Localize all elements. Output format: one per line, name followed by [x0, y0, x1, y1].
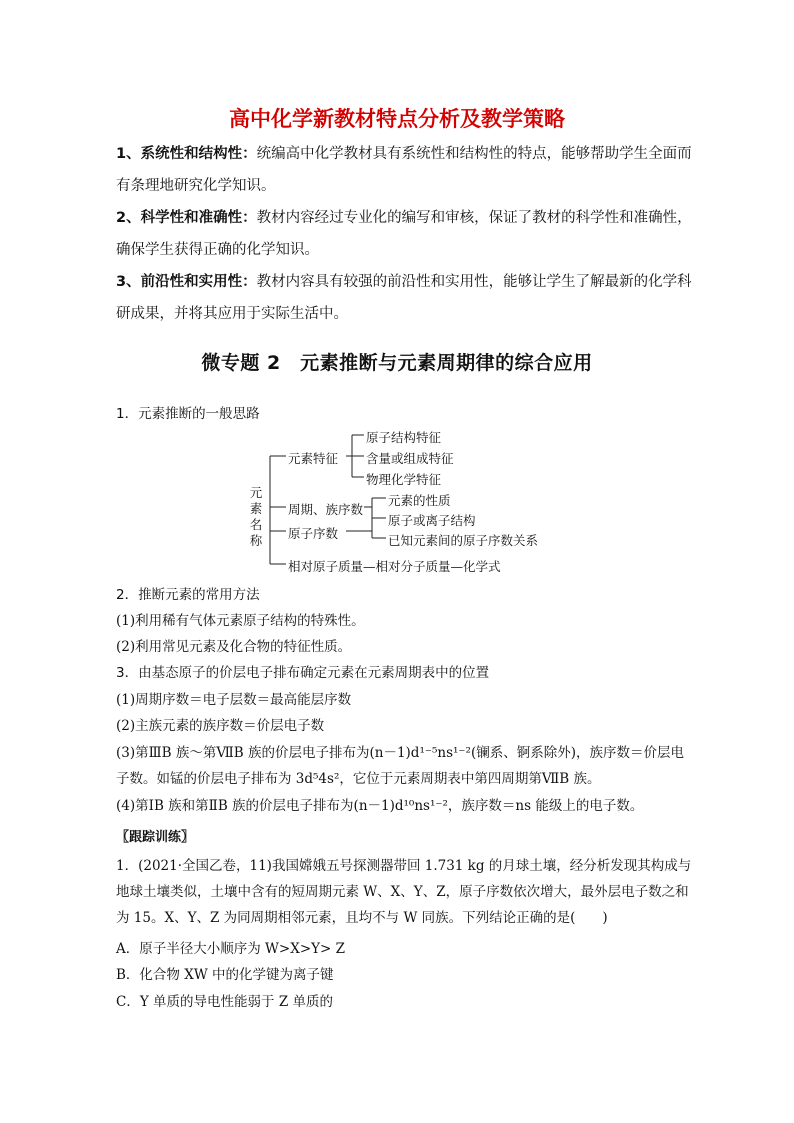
feature-content: 含量或组成特征 — [366, 451, 454, 466]
rule-2: (2)主族元素的族序数＝价层电子数 — [116, 718, 325, 734]
root-char-2: 素 — [249, 501, 263, 516]
option-b: B．化合物 XW 中的化学键为离子键 — [116, 967, 334, 983]
item-atom-ion-structure: 原子或离子结构 — [388, 513, 476, 528]
feature-2 — [116, 202, 696, 266]
method-1: (1)利用稀有气体元素原子结构的特殊性。 — [116, 613, 365, 629]
root-char-1: 元 — [249, 485, 263, 500]
rule-4: (4)第ⅠB 族和第ⅡB 族的价层电子排布为(n－1)d¹⁰ns¹⁻²，族序数＝ns 能级上的电子数。 — [116, 798, 644, 814]
feature-1-label: 1、系统性和结构性： — [116, 146, 257, 162]
feature-physchem: 物理化学特征 — [366, 472, 442, 487]
option-a: A．原子半径大小顺序为 W>X>Y> Z — [116, 941, 346, 957]
rule-1: (1)周期序数＝电子层数＝最高能层序数 — [116, 692, 352, 708]
branch-relative-mass: 相对原子质量—相对分子质量—化学式 — [288, 559, 501, 574]
option-c: C．Y 单质的导电性能弱于 Z 单质的 — [116, 994, 333, 1010]
rule-3-line-2: 子数。如锰的价层电子排布为 3d⁵4s²，它位于元素周期表中第四周期第ⅦB 族。 — [116, 771, 601, 787]
method-2: (2)利用常见元素及化合物的特征性质。 — [116, 639, 352, 655]
feature-3-label: 3、前沿性和实用性： — [116, 274, 257, 290]
feature-2-label: 2、科学性和准确性： — [116, 210, 257, 226]
heading-3: 3．由基态原子的价层电子排布确定元素在元素周期表中的位置 — [116, 665, 490, 681]
feature-3-text: 教材内容具有较强的前沿性和实用性，能够让学生了解最新的化学科研成果，并将其应用于实际生活中。 — [116, 274, 692, 322]
branch-atomic-number: 原子序数 — [288, 526, 339, 541]
heading-2: 2．推断元素的常用方法 — [116, 587, 260, 603]
feature-3 — [116, 266, 696, 330]
tracking-practice-heading: 〖跟踪训练〗 — [116, 830, 195, 845]
item-atomic-number-relation: 已知元素间的原子序数关系 — [388, 533, 539, 548]
feature-1 — [116, 138, 696, 202]
element-inference-diagram — [240, 425, 570, 585]
rule-3-line-1: (3)第ⅢB 族～第ⅦB 族的价层电子排布为(n－1)d¹⁻⁵ns¹⁻²(镧系、锕系除外)，族序数＝价层电 — [116, 745, 685, 761]
heading-1: 1．元素推断的一般思路 — [116, 406, 260, 422]
feature-1-text: 统编高中化学教材具有系统性和结构性的特点，能够帮助学生全面而有条理地研究化学知识。 — [116, 146, 692, 194]
root-char-4: 称 — [249, 533, 263, 548]
root-char-3: 名 — [249, 517, 263, 532]
question-1: 1．(2021·全国乙卷，11)我国嫦娥五号探测器带回 1.731 kg 的月球土壤，经分析发现其构成与地球土壤类似，土壤中含有的短周期元素 W、X、Y、Z，原子序数依次增大，最外层电子数之和为 15。X、Y、Z 为同周期相邻元素，且均不与 W 同族。下列结论正确的是( ) — [116, 858, 692, 926]
item-element-properties: 元素的性质 — [388, 493, 451, 508]
section-title: 微专题 2 元素推断与元素周期律的综合应用 — [201, 352, 593, 374]
feature-2-text: 教材内容经过专业化的编写和审核，保证了教材的科学性和准确性，确保学生获得正确的化学知识。 — [116, 210, 692, 258]
document-title: 高中化学新教材特点分析及教学策略 — [229, 107, 565, 131]
branch-period-group: 周期、族序数 — [288, 502, 364, 517]
branch-element-features: 元素特征 — [288, 451, 339, 466]
feature-atomic-structure: 原子结构特征 — [366, 430, 442, 445]
diagram-root — [248, 485, 264, 549]
